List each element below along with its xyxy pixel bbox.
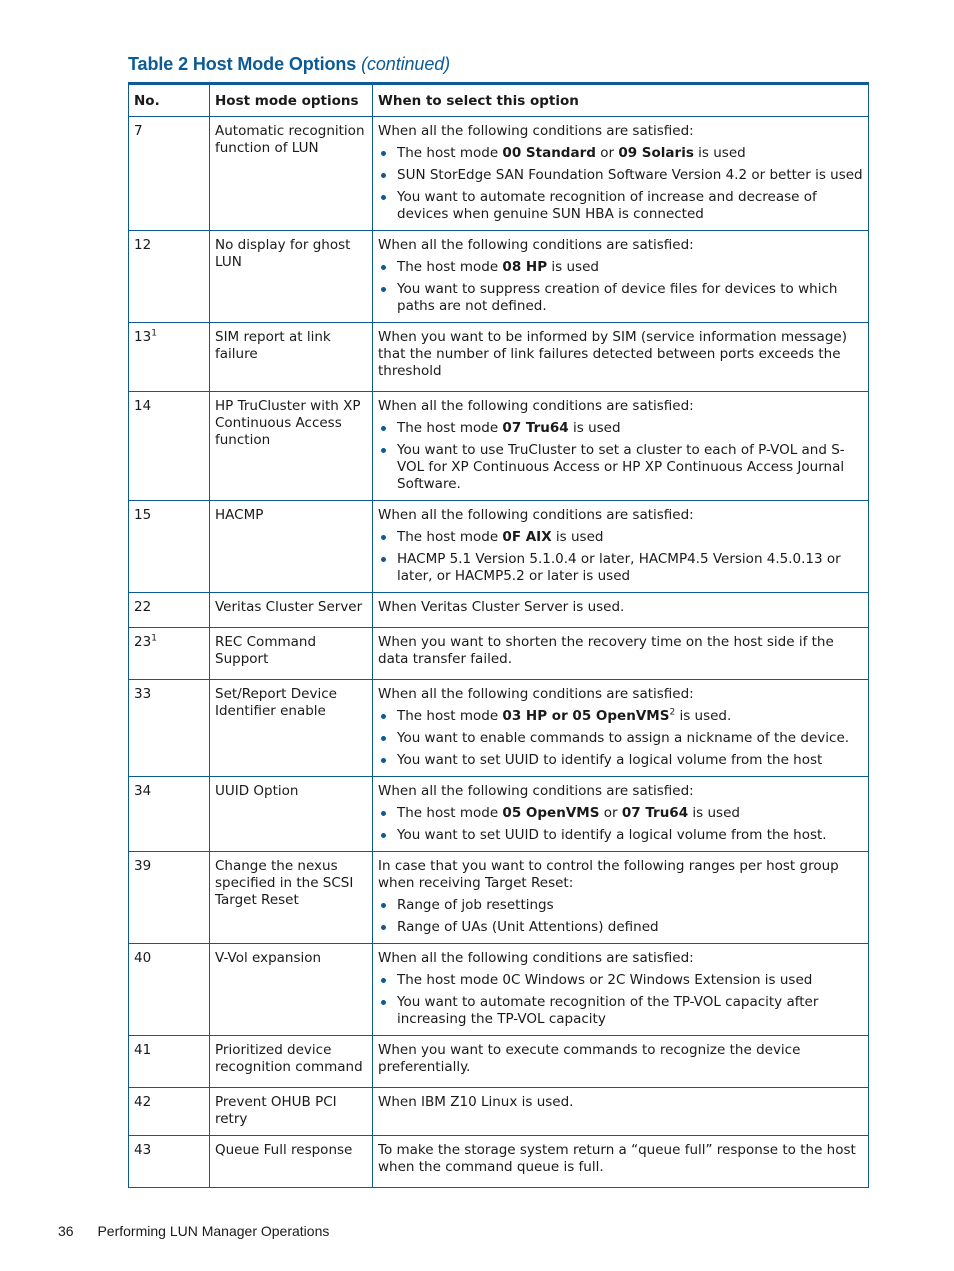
condition-text: HACMP 5.1 Version 5.1.0.4 or later, HACMP4.5 Version 4.5.0.13 or later, or HACMP5.2 or later is used <box>397 551 841 584</box>
cell-host-mode-option: V-Vol expansion <box>210 944 373 1036</box>
cell-when-to-select <box>373 323 869 392</box>
condition-list <box>378 420 863 493</box>
cell-host-mode-option: Automatic recognition function of LUN <box>210 117 373 231</box>
condition-text: is used <box>568 420 621 436</box>
cell-host-mode-option: No display for ghost LUN <box>210 231 373 323</box>
cell-when-to-select <box>373 1136 869 1188</box>
condition-intro: When IBM Z10 Linux is used. <box>378 1094 574 1110</box>
condition-text: The host mode <box>397 708 503 724</box>
cell-mode-number <box>129 1136 210 1188</box>
condition-item <box>378 972 863 989</box>
cell-mode-number <box>129 944 210 1036</box>
condition-item <box>378 827 863 844</box>
table-row <box>129 1088 869 1136</box>
condition-text: is used <box>547 259 599 275</box>
host-mode-options-table <box>128 82 869 1188</box>
condition-text: is used <box>551 529 604 545</box>
table-row <box>129 680 869 777</box>
condition-item <box>378 730 863 747</box>
cell-when-to-select <box>373 593 869 628</box>
cell-host-mode-option: REC Command Support <box>210 628 373 680</box>
condition-text: The host mode <box>397 529 503 545</box>
cell-mode-number <box>129 852 210 944</box>
mode-number: 42 <box>134 1094 152 1110</box>
cell-when-to-select <box>373 231 869 323</box>
condition-text: The host mode <box>397 145 503 161</box>
table-row <box>129 501 869 593</box>
mode-number: 12 <box>134 237 152 253</box>
page-footer <box>58 1223 329 1239</box>
table-row <box>129 852 869 944</box>
header-no: No. <box>129 84 210 117</box>
condition-text: is used. <box>675 708 732 724</box>
cell-when-to-select <box>373 680 869 777</box>
condition-text: The host mode <box>397 805 503 821</box>
mode-number: 40 <box>134 950 152 966</box>
condition-item <box>378 994 863 1028</box>
table-row <box>129 231 869 323</box>
condition-intro: When Veritas Cluster Server is used. <box>378 599 625 615</box>
cell-host-mode-option: Prevent OHUB PCI retry <box>210 1088 373 1136</box>
table-row <box>129 944 869 1036</box>
cell-mode-number <box>129 680 210 777</box>
footnote-ref: 1 <box>151 328 157 339</box>
condition-text: The host mode <box>397 420 503 436</box>
condition-item <box>378 259 863 276</box>
mode-number: 39 <box>134 858 152 874</box>
cell-host-mode-option: Prioritized device recognition command <box>210 1036 373 1088</box>
table-row <box>129 628 869 680</box>
condition-text: SUN StorEdge SAN Foundation Software Version 4.2 or better is used <box>397 167 863 183</box>
emphasis-text: 09 Solaris <box>618 145 694 161</box>
cell-when-to-select <box>373 501 869 593</box>
condition-intro: When you want to execute commands to recognize the device preferentially. <box>378 1042 801 1075</box>
header-host-mode-options: Host mode options <box>210 84 373 117</box>
mode-number: 15 <box>134 507 152 523</box>
condition-list <box>378 259 863 315</box>
cell-when-to-select <box>373 117 869 231</box>
table-caption <box>128 54 450 75</box>
condition-item <box>378 805 863 822</box>
condition-item <box>378 919 863 936</box>
condition-intro: When you want to be informed by SIM (service information message) that the number of link failures detected between ports exceeds the threshold <box>378 329 847 379</box>
condition-item <box>378 551 863 585</box>
condition-text: You want to automate recognition of the TP-VOL capacity after increasing the TP-VOL capacity <box>397 994 819 1027</box>
condition-intro: When all the following conditions are satisfied: <box>378 783 694 799</box>
condition-list <box>378 145 863 223</box>
condition-text: You want to automate recognition of increase and decrease of devices when genuine SUN HBA is connected <box>397 189 817 222</box>
condition-list <box>378 708 863 769</box>
cell-host-mode-option: HP TruCluster with XP Continuous Access function <box>210 392 373 501</box>
condition-text: You want to use TruCluster to set a cluster to each of P-VOL and S-VOL for XP Continuous Access or HP XP Continuous Access Journal Software. <box>397 442 845 492</box>
cell-mode-number <box>129 1088 210 1136</box>
mode-number: 41 <box>134 1042 152 1058</box>
condition-list <box>378 972 863 1028</box>
condition-text: is used <box>688 805 740 821</box>
emphasis-text: 00 Standard <box>502 145 596 161</box>
emphasis-text: 0F AIX <box>502 529 552 545</box>
table-row <box>129 117 869 231</box>
condition-intro: To make the storage system return a “queue full” response to the host when the command queue is full. <box>378 1142 856 1175</box>
condition-text: You want to suppress creation of device files for devices to which paths are not defined. <box>397 281 838 314</box>
condition-item <box>378 897 863 914</box>
emphasis-text: 08 HP <box>502 259 548 275</box>
condition-text: You want to set UUID to identify a logical volume from the host. <box>397 827 827 843</box>
emphasis-text: 03 HP or 05 OpenVMS <box>502 708 670 724</box>
cell-mode-number <box>129 501 210 593</box>
condition-text: The host mode <box>397 259 503 275</box>
condition-intro: When all the following conditions are satisfied: <box>378 237 694 253</box>
cell-mode-number <box>129 392 210 501</box>
cell-host-mode-option: Set/Report Device Identifier enable <box>210 680 373 777</box>
condition-text: You want to enable commands to assign a nickname of the device. <box>397 730 850 746</box>
condition-list <box>378 897 863 936</box>
mode-number: 33 <box>134 686 152 702</box>
condition-text: or <box>595 145 619 161</box>
table-row <box>129 323 869 392</box>
cell-when-to-select <box>373 777 869 852</box>
condition-item <box>378 752 863 769</box>
condition-item <box>378 708 863 725</box>
mode-number: 22 <box>134 599 152 615</box>
page-number: 36 <box>58 1223 74 1239</box>
emphasis-text: 05 OpenVMS <box>502 805 600 821</box>
cell-host-mode-option: UUID Option <box>210 777 373 852</box>
cell-when-to-select <box>373 1036 869 1088</box>
cell-when-to-select <box>373 852 869 944</box>
condition-intro: In case that you want to control the following ranges per host group when receiving Target Reset: <box>378 858 839 891</box>
condition-text: Range of job resettings <box>397 897 554 913</box>
header-when-to-select: When to select this option <box>373 84 869 117</box>
table-row <box>129 777 869 852</box>
emphasis-text: 07 Tru64 <box>621 805 689 821</box>
condition-item <box>378 281 863 315</box>
condition-item <box>378 167 863 184</box>
cell-mode-number <box>129 117 210 231</box>
cell-host-mode-option: Change the nexus specified in the SCSI Target Reset <box>210 852 373 944</box>
emphasis-text: 07 Tru64 <box>502 420 569 436</box>
condition-intro: When all the following conditions are satisfied: <box>378 398 694 414</box>
table-continued: (continued) <box>361 54 451 74</box>
condition-list <box>378 529 863 585</box>
table-row <box>129 392 869 501</box>
cell-host-mode-option: SIM report at link failure <box>210 323 373 392</box>
condition-text: or <box>599 805 622 821</box>
mode-number: 23 <box>134 634 152 650</box>
cell-mode-number <box>129 628 210 680</box>
cell-mode-number <box>129 231 210 323</box>
condition-item <box>378 442 863 493</box>
cell-mode-number <box>129 593 210 628</box>
condition-intro: When you want to shorten the recovery time on the host side if the data transfer failed. <box>378 634 834 667</box>
cell-mode-number <box>129 1036 210 1088</box>
mode-number: 7 <box>134 123 143 139</box>
condition-text: The host mode 0C Windows or 2C Windows Extension is used <box>397 972 813 988</box>
condition-intro: When all the following conditions are satisfied: <box>378 123 694 139</box>
condition-text: is used <box>693 145 746 161</box>
condition-item <box>378 529 863 546</box>
cell-host-mode-option: Veritas Cluster Server <box>210 593 373 628</box>
condition-item <box>378 420 863 437</box>
footnote-ref: 1 <box>151 633 157 644</box>
table-row <box>129 1136 869 1188</box>
cell-mode-number <box>129 323 210 392</box>
mode-number: 43 <box>134 1142 152 1158</box>
table-row <box>129 593 869 628</box>
condition-list <box>378 805 863 844</box>
condition-intro: When all the following conditions are satisfied: <box>378 686 694 702</box>
cell-host-mode-option: Queue Full response <box>210 1136 373 1188</box>
cell-when-to-select <box>373 1088 869 1136</box>
table-row <box>129 1036 869 1088</box>
cell-mode-number <box>129 777 210 852</box>
table-title: Table 2 Host Mode Options <box>128 54 357 74</box>
table-header-row <box>129 84 869 117</box>
mode-number: 14 <box>134 398 152 414</box>
condition-intro: When all the following conditions are satisfied: <box>378 507 694 523</box>
mode-number: 34 <box>134 783 152 799</box>
cell-host-mode-option: HACMP <box>210 501 373 593</box>
footnote-ref: 2 <box>669 707 676 718</box>
cell-when-to-select <box>373 944 869 1036</box>
condition-item <box>378 145 863 162</box>
footer-section-title: Performing LUN Manager Operations <box>97 1223 330 1239</box>
cell-when-to-select <box>373 628 869 680</box>
condition-intro: When all the following conditions are satisfied: <box>378 950 694 966</box>
condition-text: You want to set UUID to identify a logical volume from the host <box>397 752 823 768</box>
mode-number: 13 <box>134 329 152 345</box>
condition-text: Range of UAs (Unit Attentions) defined <box>397 919 659 935</box>
condition-item <box>378 189 863 223</box>
cell-when-to-select <box>373 392 869 501</box>
